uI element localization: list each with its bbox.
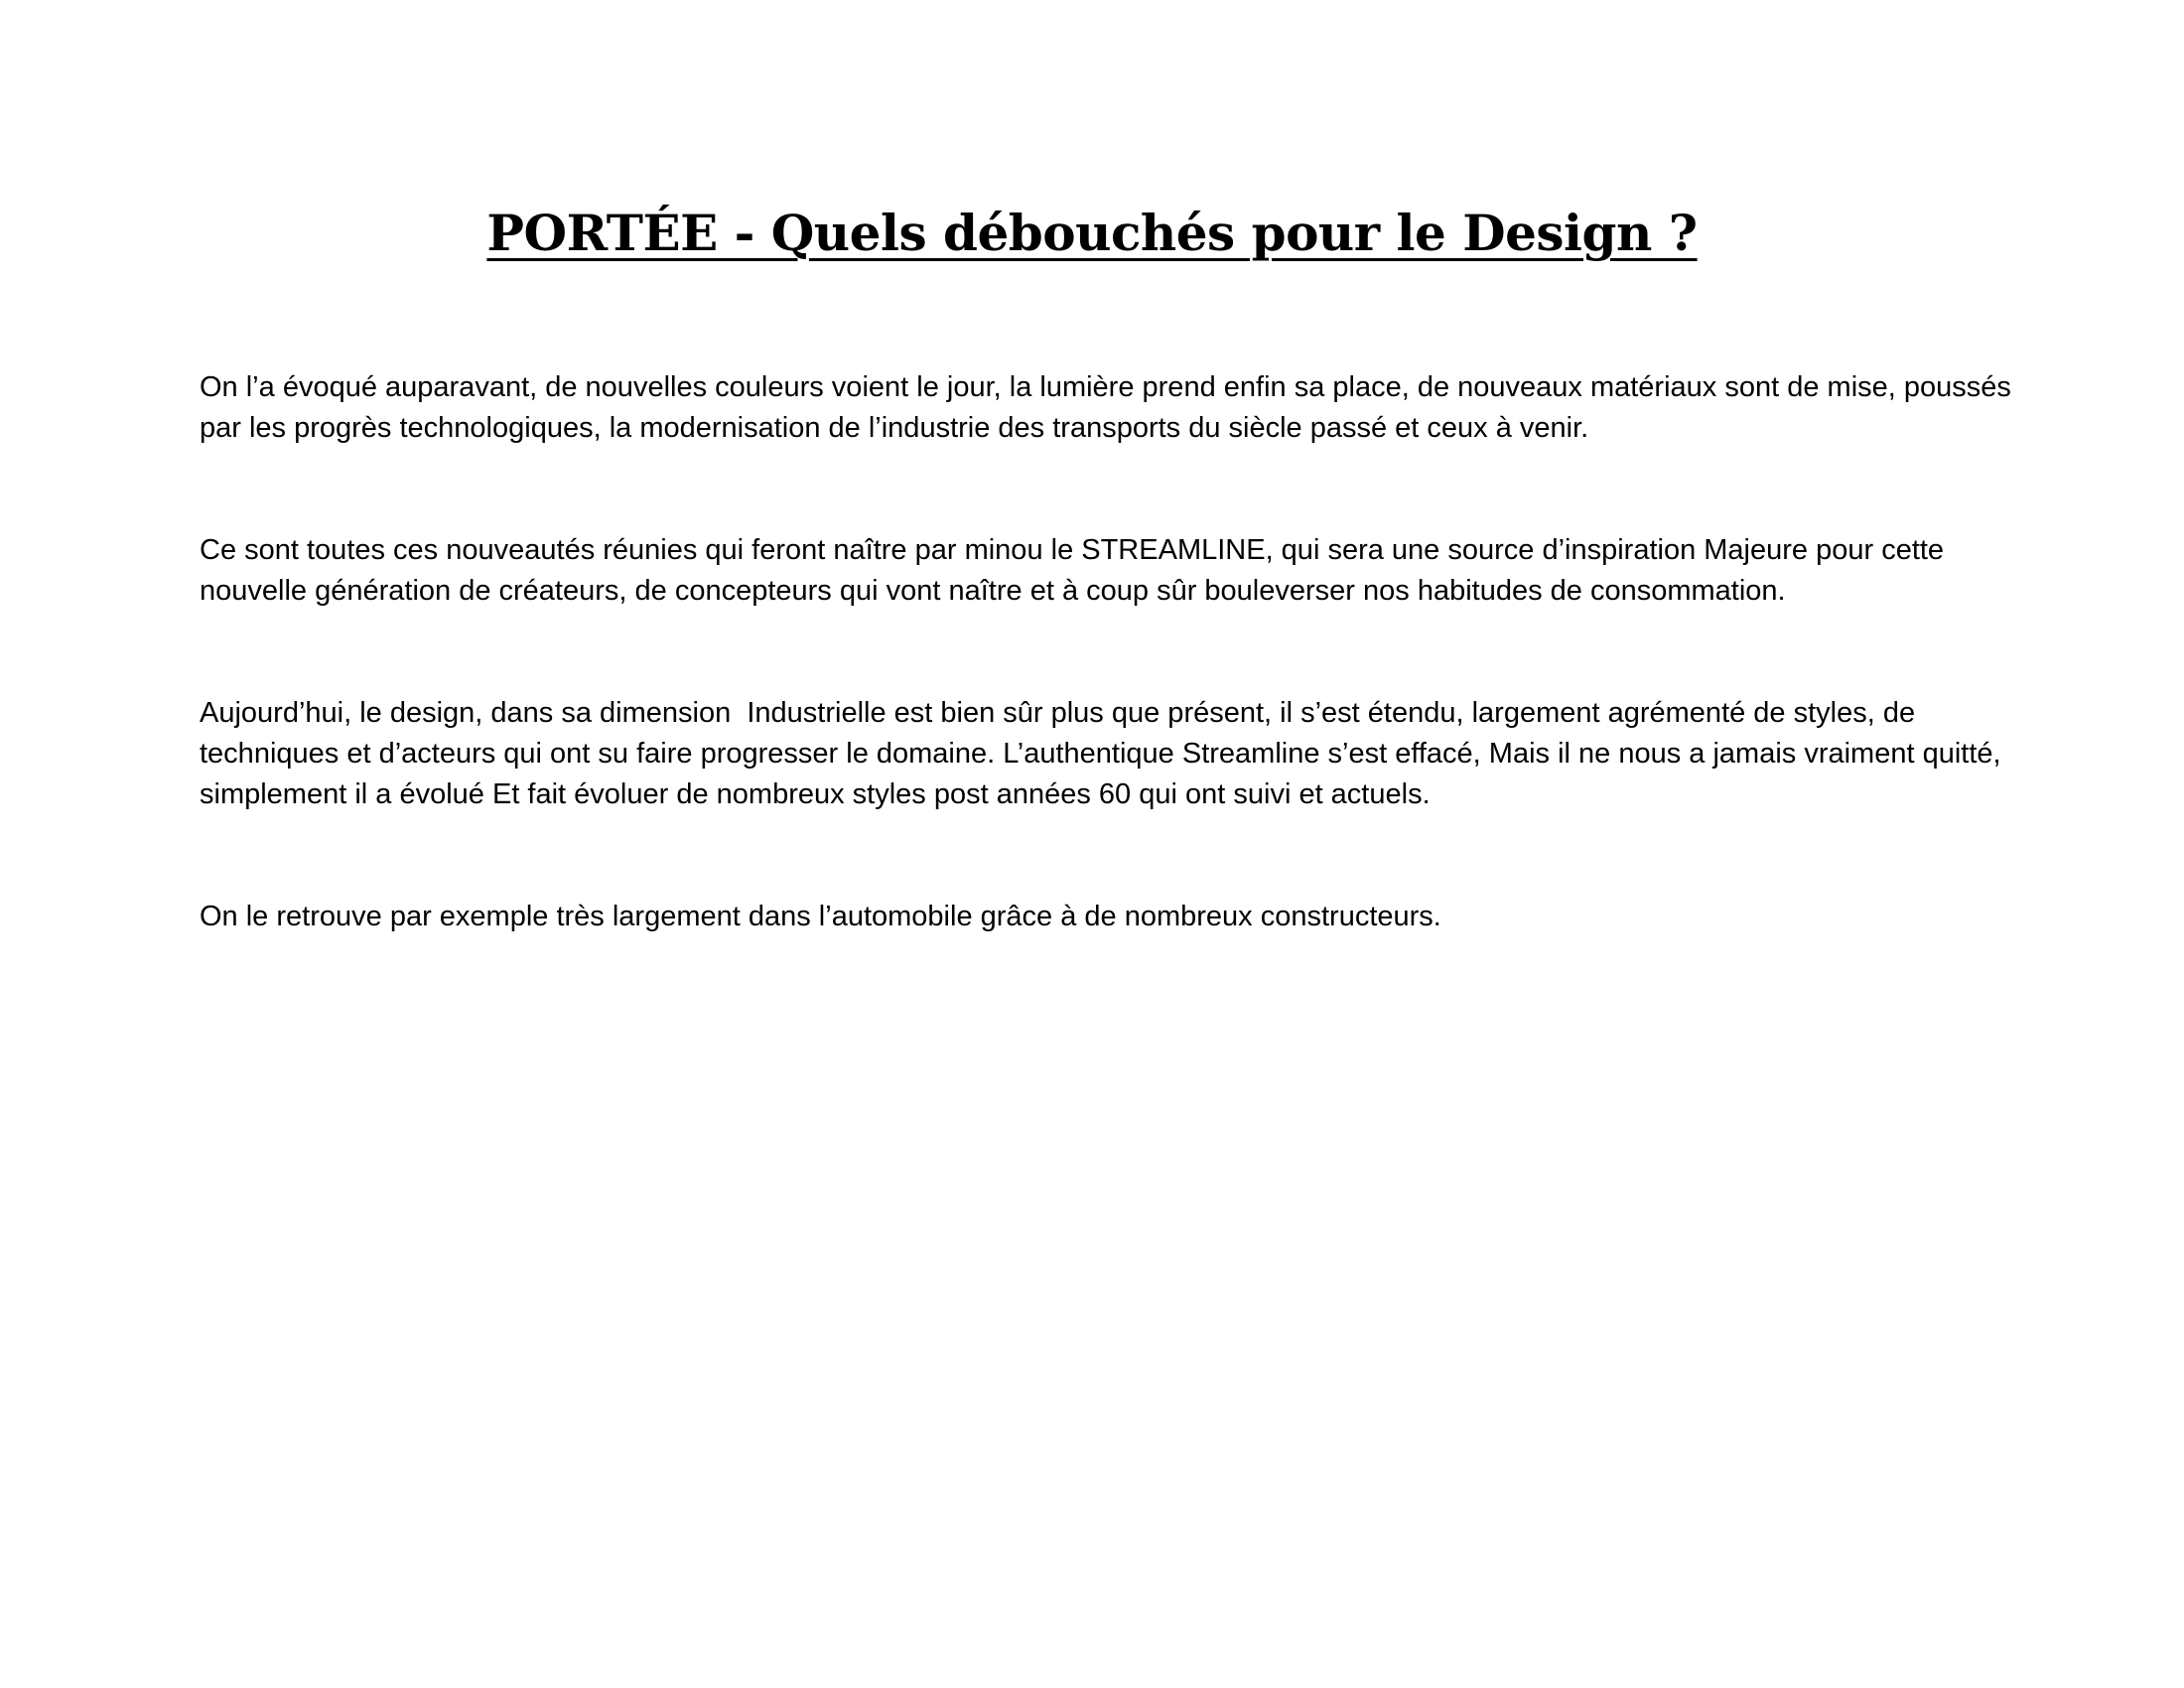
page-title: PORTÉE - Quels débouchés pour le Design ? [486,204,1698,262]
paragraph-2: Ce sont toutes ces nouveautés réunies qui feront naître par minou le STREAMLINE, qui sera une source d’inspiration Majeure pour cette nouvelle génération de créateurs, de concepteurs qui vont naître et à coup sûr bouleverser nos habitudes de consommation. [200,534,1953,607]
paragraph-1: On l’a évoqué auparavant, de nouvelles couleurs voient le jour, la lumière prend enfin sa place, de nouveaux matériaux sont de mise, poussés par les progrès technologiques, la modernisation de l’industrie des transports du siècle passé et ceux à venir. [200,371,2019,444]
paragraph-4: On le retrouve par exemple très largement dans l’automobile grâce à de nombreux constructeurs. [200,901,1441,932]
paragraph-3: Aujourd’hui, le design, dans sa dimension Industrielle est bien sûr plus que présent, il s’est étendu, largement agrémenté de styles, de techniques et d’acteurs qui ont su faire progresser le domaine. L’authentique Streamline s’est effacé, Mais il ne nous a jamais vraiment quitté, simplement il a évolué Et fait évoluer de nombreux styles post années 60 qui ont suivi et actuels. [200,697,2009,810]
